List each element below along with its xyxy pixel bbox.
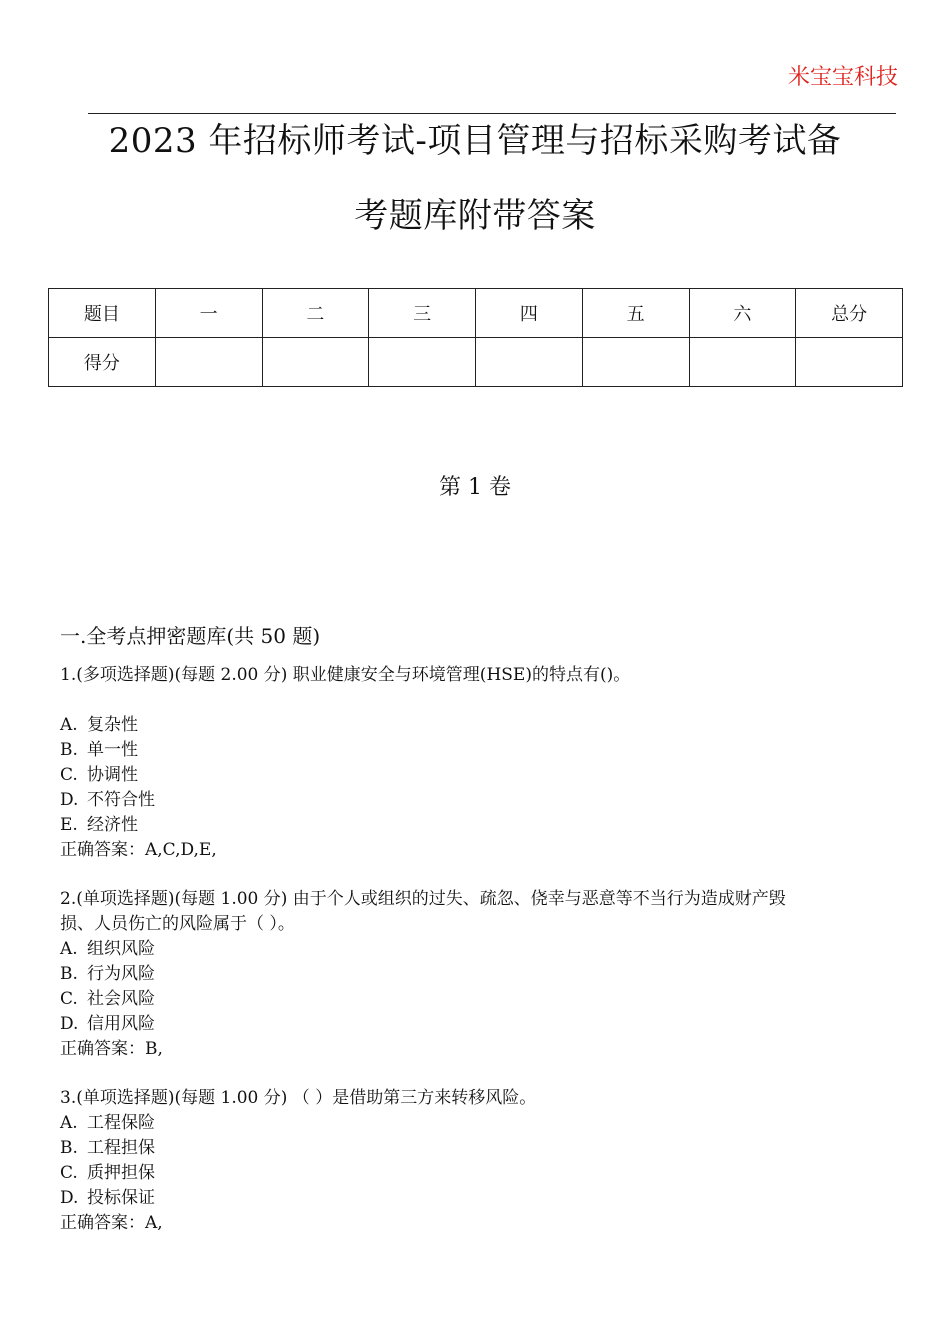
- option-e: E. 经济性: [60, 815, 138, 835]
- question-2: [60, 887, 900, 1062]
- brand-label: 米宝宝科技: [787, 65, 898, 90]
- option-d: D. 投标保证: [60, 1188, 155, 1208]
- option-a: A. 组织风险: [60, 939, 155, 959]
- question-stem-continued: 损、人员伤亡的风险属于（ ）。: [60, 914, 295, 934]
- score-header-cell: 五: [582, 289, 689, 338]
- question-1: [60, 663, 900, 863]
- option-b: B. 工程担保: [60, 1138, 155, 1158]
- option-c: C. 协调性: [60, 765, 138, 785]
- score-blank-cell: [155, 338, 262, 387]
- score-table-score-row: [49, 338, 903, 387]
- answer-line: 正确答案：A,C,D,E,: [60, 840, 217, 860]
- score-header-cell: 三: [369, 289, 476, 338]
- option-a: A. 复杂性: [60, 715, 138, 735]
- score-blank-cell: [369, 338, 476, 387]
- option-d: D. 不符合性: [60, 790, 155, 810]
- score-blank-cell: [689, 338, 796, 387]
- score-blank-cell: [476, 338, 583, 387]
- score-row-label: 得分: [49, 338, 156, 387]
- question-3: [60, 1086, 900, 1236]
- answer-line: 正确答案：B,: [60, 1039, 163, 1059]
- option-c: C. 质押担保: [60, 1163, 155, 1183]
- question-stem: 3.(单项选择题)(每题 1.00 分) （ ）是借助第三方来转移风险。: [60, 1088, 537, 1108]
- question-stem: 1.(多项选择题)(每题 2.00 分) 职业健康安全与环境管理(HSE)的特点有()。: [60, 665, 631, 685]
- score-header-cell: 六: [689, 289, 796, 338]
- score-blank-cell: [262, 338, 369, 387]
- score-table: [48, 288, 903, 387]
- question-stem: 2.(单项选择题)(每题 1.00 分) 由于个人或组织的过失、疏忽、侥幸与恶意等不当行为造成财产毁: [60, 889, 786, 909]
- score-header-cell: 总分: [796, 289, 903, 338]
- score-header-cell: 四: [476, 289, 583, 338]
- option-c: C. 社会风险: [60, 989, 155, 1009]
- volume-heading: 第 1 卷: [439, 475, 511, 500]
- document-title-line-1: 2023 年招标师考试-项目管理与招标采购考试备: [108, 121, 842, 161]
- option-b: B. 单一性: [60, 740, 138, 760]
- option-a: A. 工程保险: [60, 1113, 155, 1133]
- score-table-header-row: [49, 289, 903, 338]
- score-header-cell: 题目: [49, 289, 156, 338]
- score-blank-cell: [582, 338, 689, 387]
- score-header-cell: 二: [262, 289, 369, 338]
- score-blank-cell: [796, 338, 903, 387]
- section-title: 一.全考点押密题库(共 50 题): [60, 624, 321, 648]
- score-header-cell: 一: [155, 289, 262, 338]
- document-title-line-2: 考题库附带答案: [354, 196, 596, 236]
- option-b: B. 行为风险: [60, 964, 155, 984]
- answer-line: 正确答案：A,: [60, 1213, 163, 1233]
- option-d: D. 信用风险: [60, 1014, 155, 1034]
